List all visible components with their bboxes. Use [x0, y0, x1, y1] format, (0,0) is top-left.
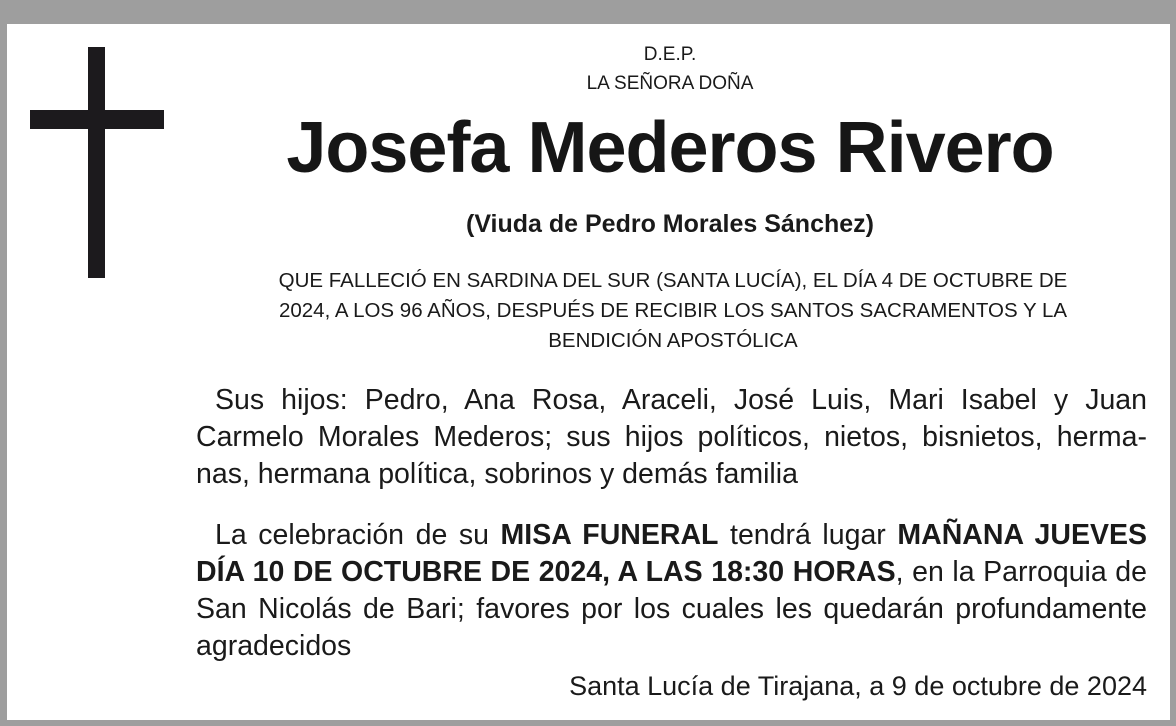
- cross-icon: [88, 47, 105, 278]
- death-line: 2024, A LOS 96 AÑOS, DESPUÉS DE RECIBIR LOS SANTOS SACRAMENTOS Y LA: [278, 299, 1068, 322]
- place-date: Santa Lucía de Tirajana, a 9 de octubre de 2024: [569, 671, 1147, 701]
- family-line: Sus hijos: Pedro, Ana Rosa, Araceli, José Luis, Mari Isabel y Juan: [215, 384, 1147, 416]
- death-line: BENDICIÓN APOSTÓLICA: [548, 329, 798, 352]
- widow-of: (Viuda de Pedro Morales Sánchez): [466, 210, 874, 238]
- deceased-name: Josefa Mederos Rivero: [286, 108, 1054, 188]
- family-paragraph: [196, 382, 1147, 493]
- celebration-text: La celebración de su: [215, 519, 501, 551]
- mass-day: MAÑANA JUEVES: [897, 519, 1148, 551]
- family-line: nas, hermana política, sobrinos y demás familia: [196, 458, 798, 490]
- family-line: Carmelo Morales Mederos; sus hijos políticos, nietos, bisnietos, herma-: [196, 421, 1147, 453]
- celebration-line: [196, 517, 1147, 554]
- cross-icon-arm: [30, 110, 164, 129]
- celebration-text: tendrá lugar: [718, 519, 898, 551]
- celebration-paragraph: [196, 517, 1147, 665]
- dep-heading: D.E.P.: [643, 44, 697, 65]
- celebration-line: [196, 554, 1147, 591]
- celebration-text: , en la Parroquia de: [895, 556, 1148, 588]
- celebration-line: San Nicolás de Bari; favores por los cuales les quedarán profundamente: [196, 593, 1147, 625]
- celebration-line: agradecidos: [196, 630, 352, 662]
- mass-datetime: DÍA 10 DE OCTUBRE DE 2024, A LAS 18:30 HORAS: [196, 556, 896, 588]
- death-announcement: [200, 266, 1146, 356]
- mass-label: MISA FUNERAL: [500, 519, 719, 551]
- death-line: QUE FALLECIÓ EN SARDINA DEL SUR (SANTA LUCÍA), EL DÍA 4 DE OCTUBRE DE: [278, 269, 1068, 292]
- honorific: LA SEÑORA DOÑA: [586, 73, 754, 94]
